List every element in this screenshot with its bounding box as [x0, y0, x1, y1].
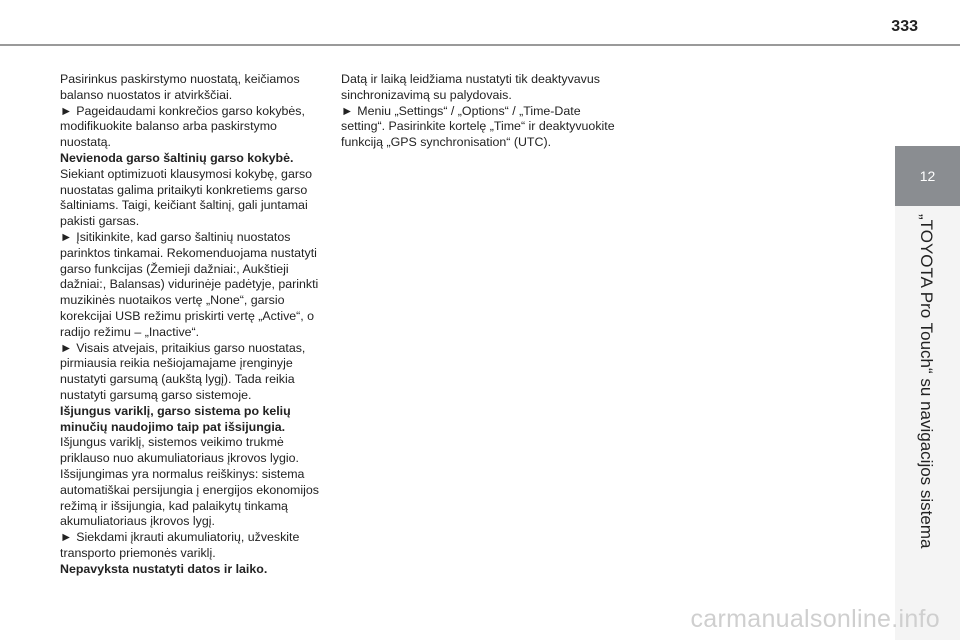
section-heading: Nevienoda garso šaltinių garso kokybė.	[60, 150, 294, 165]
paragraph: Pasirinkus paskirstymo nuostatą, keičiamos balanso nuostatos ir atvirkščiai.	[60, 72, 300, 102]
paragraph: Datą ir laiką leidžiama nustatyti tik deaktyvavus sinchronizavimą su palydovais.	[341, 72, 600, 102]
paragraph: Išsijungimas yra normalus reiškinys: sistema automatiškai persijungia į energijos ekonomijos režimą ir išsijungia, kad palaikytų tinkamą akumuliatoriaus įkrovos lygį.	[60, 466, 319, 529]
bullet-text: Įsitikinkite, kad garso šaltinių nuostatos parinktos tinkamai. Rekomenduojama nustatyti garso funkcijas (Žemieji dažniai:, Aukštieji dažniai:, Balansas) vidurinėje padėtyje, parinkti muzikinės nuotaikos vertę „None“, garsio korekcijai USB režimu priskirti vertę „Active“, o radijo režimu – „Inactive“.	[60, 229, 319, 339]
section-heading: Nepavyksta nustatyti datos ir laiko.	[60, 561, 268, 576]
right-text-column	[341, 72, 616, 151]
bullet-text: Pageidaudami konkrečios garso kokybės, modifikuokite balanso arba paskirstymo nuostatą.	[60, 103, 305, 150]
arrow-bullet-icon: ►	[60, 103, 73, 118]
page-number: 333	[891, 18, 918, 35]
chapter-title: „TOYOTA Pro Touch“ su navigacijos sistema	[917, 214, 936, 549]
paragraph: Siekiant optimizuoti klausymosi kokybę, garso nuostatas galima pritaikyti konkretiems garso šaltiniams. Taigi, keičiant šaltinį, gali juntamai pakisti garsas.	[60, 166, 313, 229]
chapter-number-tab: 12	[895, 146, 960, 206]
bullet-paragraph	[60, 530, 328, 562]
bullet-text: Meniu „Settings“ / „Options“ / „Time-Date setting“. Pasirinkite kortelę „Time“ ir deaktyvuokite funkciją „GPS synchronisation“ (UTC).	[341, 103, 615, 150]
bullet-text: Siekdami įkrauti akumuliatorių, užveskite transporto priemonės variklį.	[60, 530, 300, 560]
left-text-column	[60, 72, 328, 578]
arrow-bullet-icon: ►	[60, 340, 73, 355]
arrow-bullet-icon: ►	[60, 530, 73, 545]
watermark: carmanualsonline.info	[690, 605, 940, 633]
bullet-paragraph	[60, 104, 328, 151]
bullet-text: Visais atvejais, pritaikius garso nuostatas, pirmiausia reikia nešiojamajame įrenginyje nustatyti garsumą (aukštą lygį). Tada reikia nustatyti garsumą garso sistemoje.	[60, 340, 306, 402]
arrow-bullet-icon: ►	[341, 103, 354, 118]
section-heading: Išjungus variklį, garso sistema po kelių minučių naudojimo taip pat išsijungia.	[60, 403, 291, 434]
bullet-paragraph	[60, 230, 328, 341]
paragraph: Išjungus variklį, sistemos veikimo trukmė priklauso nuo akumuliatoriaus įkrovos lygio.	[60, 435, 299, 466]
bullet-paragraph	[60, 341, 328, 404]
header-divider	[0, 44, 960, 46]
arrow-bullet-icon: ►	[60, 229, 73, 244]
bullet-paragraph	[341, 104, 616, 151]
